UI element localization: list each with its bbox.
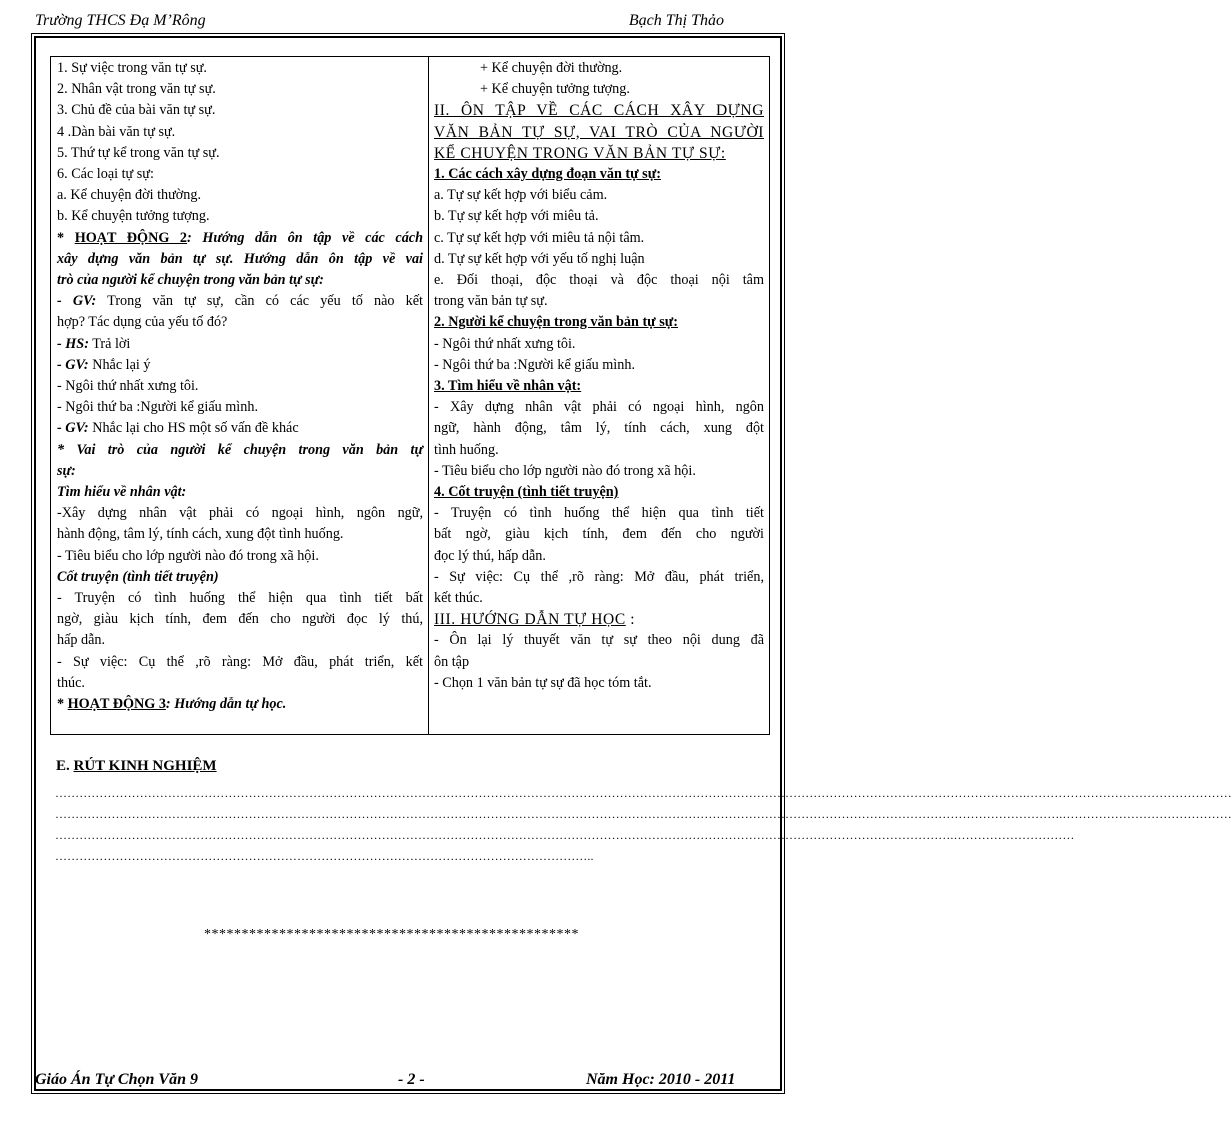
list-item: 3. Chủ đề của bài văn tự sự.	[57, 102, 216, 119]
list-item: - Tiêu biểu cho lớp người nào đó trong xã hội.	[434, 462, 696, 479]
footer-title: Giáo Án Tự Chọn Văn 9	[35, 1071, 198, 1088]
list-item: tình huống.	[434, 441, 499, 458]
dotted-line: …………………………………………………………………………………………………………………………………………………………………………………………………………………………….……………………………………	[55, 807, 1232, 821]
right-column	[434, 58, 764, 694]
list-item: 4 .Dàn bài văn tự sự.	[57, 123, 176, 140]
list-item: e. Đối thoại, độc thoại và độc thoại nội tâm	[434, 272, 764, 289]
teacher-note: - GV: Nhắc lại cho HS một số vấn đề khác	[57, 420, 299, 437]
list-item: đọc lý thú, hấp dẫn.	[434, 547, 546, 564]
section-2-heading: KỂ CHUYỆN TRONG VĂN BẢN TỰ SỰ:	[434, 144, 726, 162]
list-item: kết thúc.	[434, 590, 483, 607]
star-separator: **************************************************	[204, 927, 579, 942]
footer-year: Năm Học: 2010 - 2011	[586, 1071, 736, 1088]
activity-3-heading: * HOẠT ĐỘNG 3: Hướng dẫn tự học.	[57, 696, 287, 713]
activity-2-line: xây dựng văn bản tự sự. Hướng dẫn ôn tập về vai	[57, 250, 423, 267]
list-item: -Xây dựng nhân vật phải có ngoại hình, ngôn ngữ,	[57, 505, 423, 522]
narrator-role-heading: * Vai trò của người kể chuyện trong văn bản tự	[57, 441, 423, 458]
list-item: 2. Nhân vật trong văn tự sự.	[57, 81, 216, 98]
list-item: bất ngờ, giàu kịch tính, đem đến cho người	[434, 526, 764, 543]
list-item: trong văn bản tự sự.	[434, 293, 548, 310]
list-item: hành động, tâm lý, tính cách, xung đột tình huống.	[57, 526, 344, 543]
list-item: thúc.	[57, 674, 85, 691]
list-item: b. Kể chuyện tưởng tượng.	[57, 208, 210, 225]
list-item: - Xây dựng nhân vật phải có ngoại hình, ngôn	[434, 399, 764, 416]
list-item: ngữ, hành động, tâm lý, tính cách, xung đột	[434, 420, 764, 437]
header-school: Trường THCS Đạ M’Rông	[35, 12, 206, 29]
list-item: c. Tự sự kết hợp với miêu tả nội tâm.	[434, 229, 645, 246]
teacher-recap: - GV: Nhắc lại ý	[57, 356, 151, 373]
teacher-question-cont: hợp? Tác dụng của yếu tố đó?	[57, 314, 228, 331]
list-item: ôn tập	[434, 653, 470, 670]
list-item: a. Tự sự kết hợp với biểu cảm.	[434, 187, 608, 204]
list-item: d. Tự sự kết hợp với yếu tố nghị luận	[434, 250, 645, 267]
list-item: ngờ, giàu kịch tính, đem đến cho người đọc lý thú,	[57, 611, 423, 628]
student-answer: - HS: Trả lời	[57, 335, 131, 352]
list-item: - Ngôi thứ ba :Người kể giấu mình.	[57, 399, 258, 416]
teacher-question: - GV: Trong văn tự sự, cần có các yếu tố nào kết	[57, 293, 423, 310]
list-item: - Tiêu biểu cho lớp người nào đó trong xã hội.	[57, 547, 319, 564]
list-item: - Truyện có tình huống thể hiện qua tình tiết	[434, 505, 764, 522]
list-item: - Chọn 1 văn bản tự sự đã học tóm tắt.	[434, 674, 652, 691]
header-author: Bạch Thị Thảo	[628, 12, 724, 29]
subsection-heading: 4. Cốt truyện (tình tiết truyện)	[434, 484, 619, 501]
subsection-heading: 3. Tìm hiểu về nhân vật:	[434, 378, 582, 395]
list-item: hấp dẫn.	[57, 632, 106, 649]
section-2-heading: VĂN BẢN TỰ SỰ, VAI TRÒ CỦA NGƯỜI	[434, 123, 764, 141]
list-item: + Kể chuyện tưởng tượng.	[480, 81, 630, 98]
subsection-heading: 2. Người kể chuyện trong văn bản tự sự:	[434, 314, 679, 331]
list-item: - Ngôi thứ nhất xưng tôi.	[434, 335, 576, 352]
page-number: - 2 -	[398, 1071, 425, 1088]
column-divider	[428, 56, 429, 735]
subsection-heading: 1. Các cách xây dựng đoạn văn tự sự:	[434, 166, 661, 183]
section-3-heading: III. HƯỚNG DẪN TỰ HỌC :	[434, 611, 636, 629]
list-item: a. Kể chuyện đời thường.	[57, 187, 202, 204]
list-item: 6. Các loại tự sự:	[57, 166, 154, 183]
list-item: b. Tự sự kết hợp với miêu tả.	[434, 208, 599, 225]
activity-2-heading: * HOẠT ĐỘNG 2: Hướng dẫn ôn tập về các cách	[57, 229, 423, 246]
list-item: - Truyện có tình huống thể hiện qua tình tiết bất	[57, 590, 423, 607]
list-item: - Ngôi thứ ba :Người kể giấu mình.	[434, 356, 635, 373]
character-heading: Tìm hiểu về nhân vật:	[57, 484, 187, 501]
plot-heading: Cốt truyện (tình tiết truyện)	[57, 568, 219, 585]
list-item: - Ngôi thứ nhất xưng tôi.	[57, 378, 199, 395]
narrator-role-heading-cont: sự:	[57, 462, 76, 479]
list-item: - Ôn lại lý thuyết văn tự sự theo nội dung đã	[434, 632, 764, 649]
left-column	[57, 58, 423, 715]
experience-heading: E. RÚT KINH NGHIỆM	[56, 758, 217, 774]
activity-2-line: trò của người kể chuyện trong văn bản tự sự:	[57, 272, 324, 289]
list-item: + Kể chuyện đời thường.	[480, 60, 623, 76]
list-item: 1. Sự việc trong văn tự sự.	[57, 60, 207, 76]
list-item: - Sự việc: Cụ thể ,rõ ràng: Mở đầu, phát triển, kết	[57, 653, 423, 670]
dotted-line: …………………………………………………………………………………………………………………………………………………………………………………………………………………….……………………………………………	[55, 786, 1232, 800]
list-item: - Sự việc: Cụ thể ,rõ ràng: Mở đầu, phát triển,	[434, 568, 764, 585]
list-item: 5. Thứ tự kể trong văn tự sự.	[57, 144, 220, 161]
dotted-line: …………………………………………………………………………………………………………………………………………………………………………………………………….…………………………	[55, 828, 1075, 842]
dotted-line: ……………………………………………………………………………………………………………………..	[55, 849, 594, 863]
section-2-heading: II. ÔN TẬP VỀ CÁC CÁCH XÂY DỰNG	[434, 102, 764, 120]
